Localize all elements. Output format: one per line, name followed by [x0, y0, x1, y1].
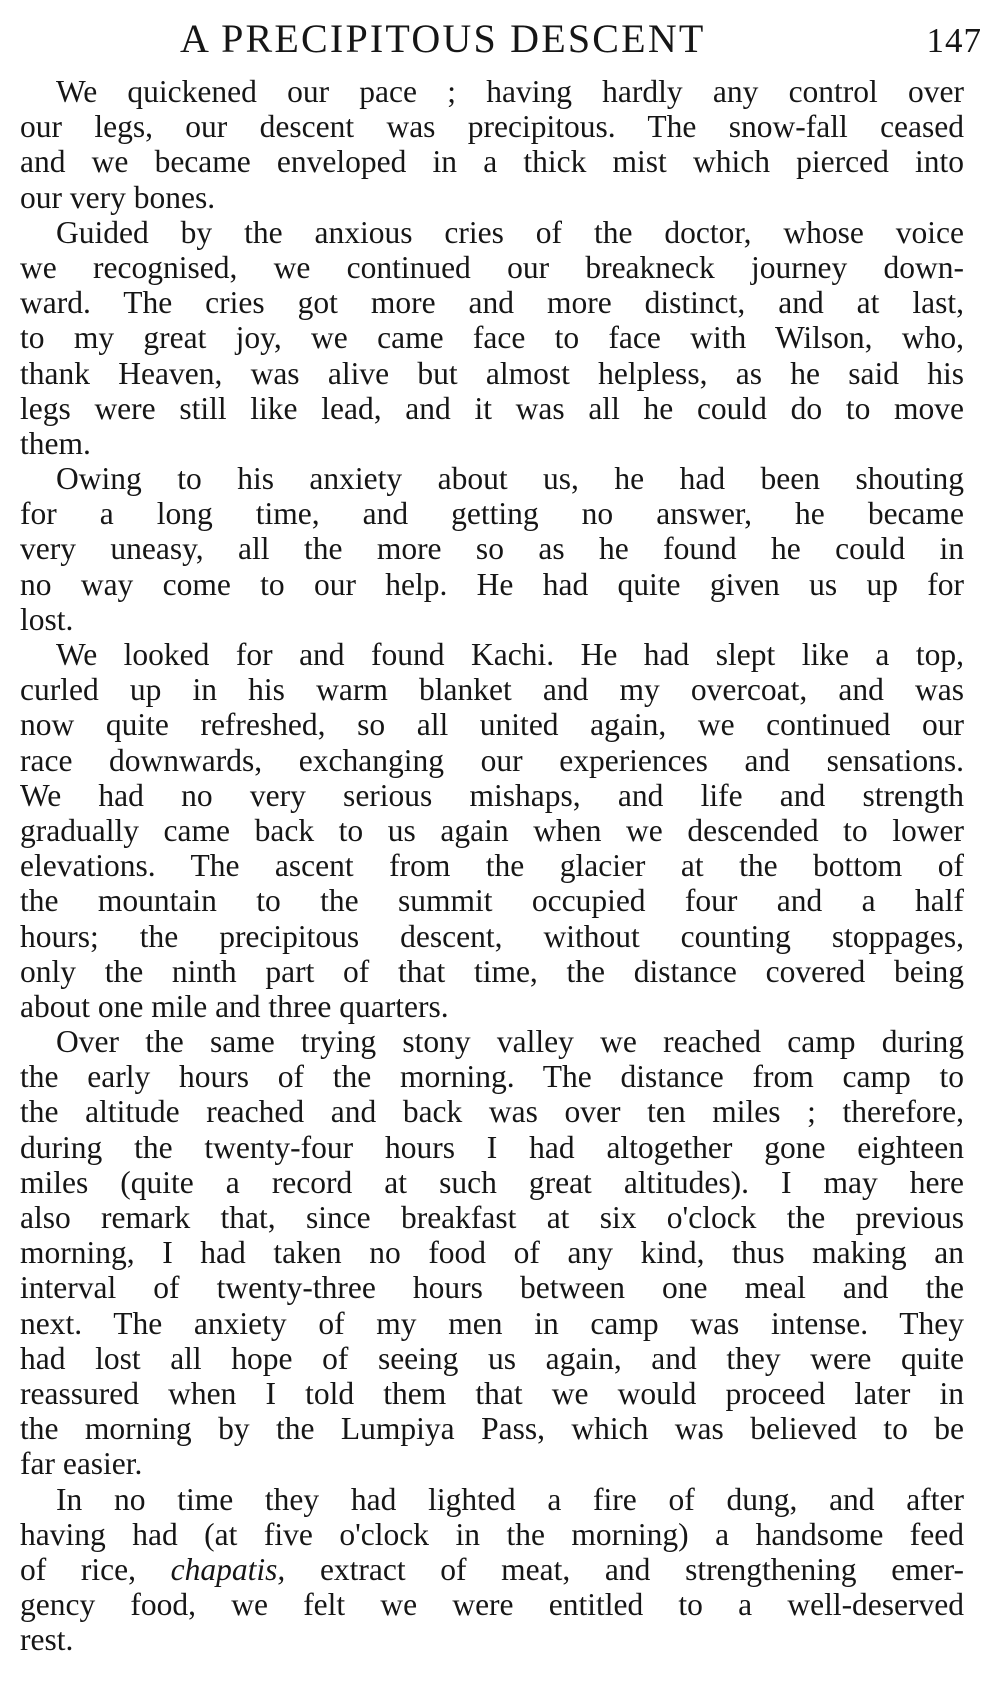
text-line: gradually came back to us again when we descended to lower: [20, 812, 964, 848]
text-line: very uneasy, all the more so as he found he could in: [20, 531, 964, 567]
text-line: during the twenty-four hours I had altogether gone eighteen: [20, 1129, 964, 1165]
text-line: race downwards, exchanging our experiences and sensations.: [20, 742, 964, 778]
running-title: A PRECIPITOUS DESCENT: [180, 16, 706, 61]
text-line: our very bones.: [20, 179, 216, 215]
text-line: We had no very serious mishaps, and life and strength: [20, 777, 964, 813]
text-line: the morning by the Lumpiya Pass, which was believed to be: [20, 1411, 964, 1447]
text-line: for a long time, and getting no answer, he became: [20, 496, 964, 532]
text-line: ward. The cries got more and more distinct, and at last,: [20, 285, 964, 321]
text-line: no way come to our help. He had quite given us up for: [20, 566, 964, 602]
text-line-with-italic: [20, 1552, 964, 1587]
text-line: gency food, we felt we were entitled to a well-deserved: [20, 1587, 964, 1623]
text-line: miles (quite a record at such great altitudes). I may here: [20, 1164, 964, 1200]
paragraph-6: [20, 1482, 964, 1658]
text-line: also remark that, since breakfast at six o'clock the previous: [20, 1200, 964, 1235]
text-line: Guided by the anxious cries of the doctor, whose voice: [56, 214, 964, 250]
text-line: had lost all hope of seeing us again, and they were quite: [20, 1340, 964, 1376]
text-line: about one mile and three quarters.: [20, 988, 449, 1024]
text-line: we recognised, we continued our breakneck journey down-: [20, 249, 964, 285]
paragraph-5: [20, 1024, 964, 1481]
text-segment: extract of meat, and strengthening emer-: [319, 1551, 964, 1587]
text-line: We quickened our pace ; having hardly any control over: [56, 74, 964, 109]
text-line: interval of twenty-three hours between one meal and the: [20, 1270, 964, 1306]
paragraph-1: [20, 74, 964, 215]
text-line: morning, I had taken no food of any kind, thus making an: [20, 1235, 964, 1271]
text-line: our legs, our descent was precipitous. The snow-fall ceased: [20, 109, 964, 145]
text-line: to my great joy, we came face to face with Wilson, who,: [20, 320, 964, 356]
page-header: [20, 14, 982, 64]
text-line: the altitude reached and back was over ten miles ; therefore,: [20, 1094, 964, 1130]
text-line: reassured when I told them that we would proceed later in: [20, 1375, 964, 1411]
text-line: Over the same trying stony valley we reached camp during: [56, 1024, 964, 1060]
page-number: 147: [926, 21, 982, 60]
text-segment: of rice,: [20, 1551, 171, 1587]
text-line: the early hours of the morning. The distance from camp to: [20, 1059, 964, 1095]
text-line: and we became enveloped in a thick mist which pierced into: [20, 144, 964, 180]
text-line: thank Heaven, was alive but almost helpless, as he said his: [20, 355, 964, 391]
text-line: far easier.: [20, 1446, 143, 1482]
text-line: the mountain to the summit occupied four and a half: [20, 883, 964, 919]
text-line: now quite refreshed, so all united again, we continued our: [20, 707, 964, 743]
text-line: Owing to his anxiety about us, he had been shouting: [56, 461, 964, 497]
body-text: [20, 74, 964, 1684]
italic-word: chapatis,: [170, 1551, 286, 1587]
text-line: hours; the precipitous descent, without counting stoppages,: [20, 918, 964, 954]
text-line: In no time they had lighted a fire of dung, and after: [56, 1481, 964, 1517]
text-line: lost.: [20, 601, 74, 637]
paragraph-2: [20, 215, 964, 461]
text-line: We looked for and found Kachi. He had slept like a top,: [56, 637, 964, 672]
text-line: only the ninth part of that time, the distance covered being: [20, 953, 964, 989]
text-line: curled up in his warm blanket and my overcoat, and was: [20, 672, 964, 708]
paragraph-3: [20, 461, 964, 637]
text-line: legs were still like lead, and it was all he could do to move: [20, 390, 964, 426]
text-line: rest.: [20, 1622, 74, 1658]
text-line: next. The anxiety of my men in camp was intense. They: [20, 1305, 964, 1341]
text-line: elevations. The ascent from the glacier at the bottom of: [20, 848, 964, 884]
text-line: having had (at five o'clock in the morning) a handsome feed: [20, 1516, 964, 1552]
text-line: them.: [20, 425, 91, 461]
paragraph-4: [20, 637, 964, 1024]
